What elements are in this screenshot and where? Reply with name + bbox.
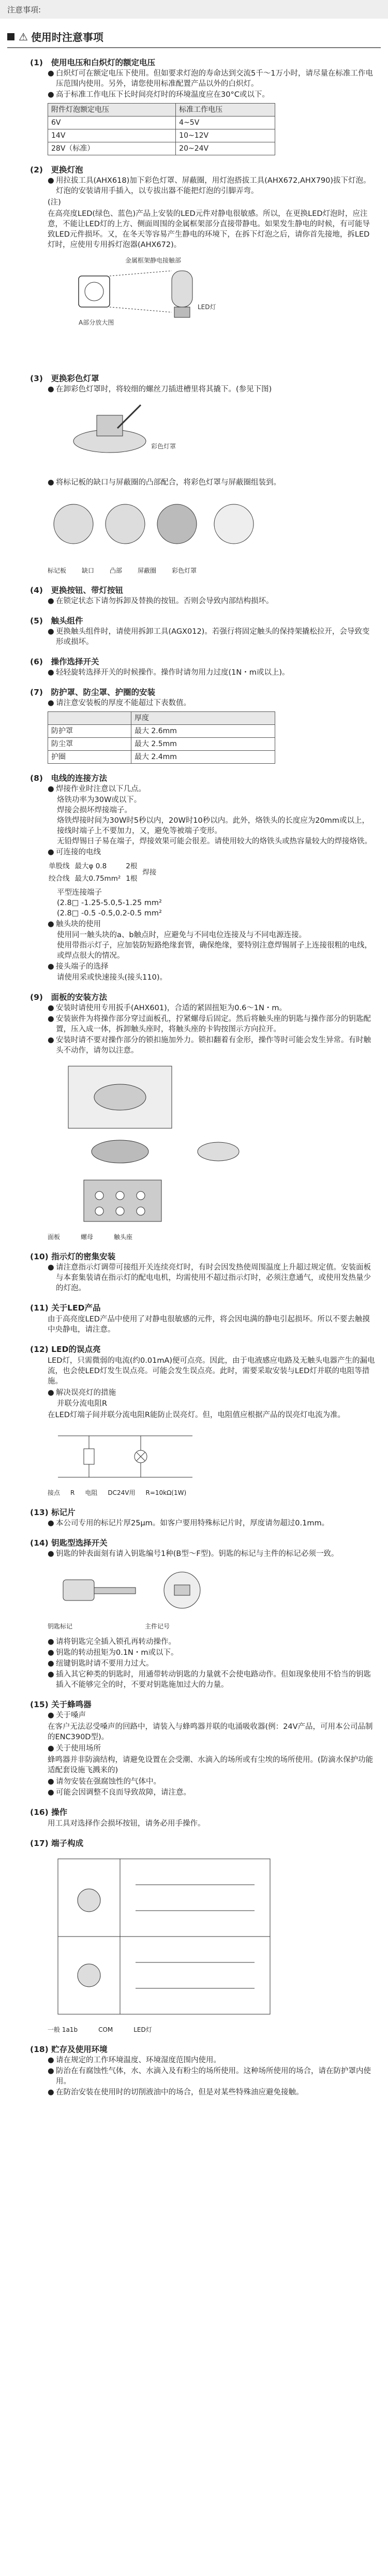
bullet: ● 轻轻旋转选择开关的时候操作。操作时请勿用力过度(1N・m或以上)。: [48, 668, 290, 677]
section-title: (6) 操作选择开关: [30, 657, 99, 666]
divider: [7, 47, 381, 48]
bullet: ● 安装嵌件为将操作部分穿过面板孔，拧紧螺母后固定。然后将触头座的钥匙与操作部分的钥匙配置，压入成一体，拆卸触头座时，将触头座的卡钩按图示方向拉开。: [48, 1015, 371, 1034]
bullet: ● 在卸彩色灯罩时，将较细的螺丝刀插进槽里将其撬下。(参见下图): [48, 385, 272, 394]
section-title: (14) 钥匙型选择开关: [30, 1538, 108, 1548]
section-12: (12) LED的误点亮 LED灯，只需微弱的电流(约0.01mA)便可点亮。因此，由于电液感应电路及无触头电器产生的漏电流，也会使LED灯发生误点亮。可能会发生误点亮。此时，需要采取安装与LED灯并联的电阻等措施。 ● 解决误亮灯的措施 并联分流电阻R 在LED灯端子间并联分流电阻R能防止误亮灯。但，电阻值应根据产品的误亮灯电流为准。 接点 R 电阻 DC24V用 R=10kΩ(1W): [48, 1344, 377, 1498]
warning-icon: ⚠: [19, 30, 28, 43]
section-title: (11) 关于LED产品: [30, 1303, 101, 1313]
bullet: ● 请注意指示灯调带可接组开关连续亮灯时，有时会因发热使周围温度上升超过规定值。安装面板与本套集装请在指示灯的配电电机，均需使用不超过指示灯时，必须注意通气，或使用发热量少的灯泡。: [48, 1263, 371, 1292]
bullet: ● 请注意安装板的厚度不能超过下表数值。: [48, 699, 191, 707]
bullet: ● 在锁定状态下请勿拆卸及替换的按钮。否则会导致内部结构损坏。: [48, 597, 274, 605]
lens-removal-figure: 彩色灯罩: [48, 400, 377, 472]
section-heading: [0, 19, 388, 47]
bullet: ● 安装时请使用专用扳手(AHX601)，合适的紧固扭矩为0.6～1N・m。: [48, 1004, 287, 1012]
section-title: (10) 指示灯的密集安装: [30, 1252, 116, 1261]
section-4: [30, 585, 377, 606]
section-title: (4) 更换按钮、带灯按钮: [30, 586, 123, 595]
section-title: (1) 使用电压和白炽灯的额定电压: [30, 58, 155, 67]
bullet: ● 白炽灯可在额定电压下使用。但如要求灯泡的寿命达到交流5千～1万小时，请尽量在标准工作电压范围内使用。另外，请您使用标准配置产品以外的白炽灯。: [48, 69, 373, 88]
lens-parts-figure: 标记板 缺口 凸部 屏蔽圈 彩色灯罩: [48, 493, 377, 576]
section-title: (15) 关于蜂鸣器: [30, 1700, 92, 1709]
terminal-figure: 一般 1a1b COM LED灯: [48, 1854, 377, 2035]
square-icon: [7, 33, 14, 40]
section-title: (9) 面板的安装方法: [30, 993, 107, 1002]
section-2: (2) 更换灯泡 ● 用拉拔工具(AHX618)加下彩色灯罩、屏蔽圈，用灯泡搭拔工具(AHX672,AHX790)拔下灯泡。灯泡的安装请用手插入，以专拔出器不能把灯泡的引脚弄弯。 (注) 在高亮度LED(绿色、蓝色)产品上安装的LED元件对静电很敏感。所以，在更换LED灯泡时，应注意，不能让LED灯的上方、侧面周围的金属框架部分直接带静电。如果发生静电的时候，有可能导致LED元件损坏。又，在冬天等容易产生静电的环境下，在拆下灯泡之后，请你首先接地，拆LED灯时，应使用专用拆灯泡器(AHX672)。 金属框架静电接触部 A部分放大图 LED灯: [48, 165, 377, 364]
led-bulb-figure: 金属框架静电接触部 A部分放大图 LED灯: [79, 257, 216, 326]
top-bar: [0, 0, 388, 19]
section-5: [30, 616, 377, 647]
section-title: (7) 防护罩、防尘罩、护圈的安装: [30, 688, 155, 697]
bullet: ● 高于标准工作电压下长时间亮灯时的环境温度应在30°C或以下。: [48, 91, 270, 99]
section-title: (3) 更换彩色灯罩: [30, 374, 99, 383]
section-title: (5) 触头组件: [30, 616, 83, 625]
bullet: ● 可连接的电线: [48, 848, 101, 856]
section-16: (16) 操作 用工具对选择作会损坏按钮，请务必用手操作。: [48, 1807, 377, 1829]
section-17: [30, 1838, 377, 2035]
section-title: (8) 电线的连接方法: [30, 774, 107, 783]
section-6: [30, 657, 377, 678]
section-13: [30, 1507, 377, 1529]
section-18: (18) 贮存及使用环境 ● 请在规定的工作环境温度、环境湿度范围内使用。 ● 防治在有腐蚀性气体，水、水滴入及有粉尘的场所使用。这种场所使用的场合，请在防护罩内使用。 ● 在防治安装在使用时的切削液油中的场合，但是对某些特殊油应避免接触。: [48, 2044, 377, 2098]
bullet: ● 将标记板的缺口与屏蔽圈的凸部配合，将彩色灯罩与屏蔽圈组装到。: [48, 478, 281, 487]
bullet: ● 钥匙的钟表面刻有请入钥匙编号1种(B型～F型)。钥匙的标记与主件的标记必须一致。: [48, 1550, 339, 1558]
section-9: [30, 992, 377, 1242]
bullet: ● 触头块的使用: [48, 920, 101, 928]
section-title: (13) 标记片: [30, 1508, 76, 1517]
heading-title: 使用时注意事项: [31, 31, 103, 43]
notes-body: [0, 57, 388, 2098]
wire-table: 单股线 最大φ 0.8 2根 焊接 绞合线 最大0.75mm² 1根: [49, 862, 157, 883]
bullet: ● 更换触头组件时，请使用拆卸工具(AGX012)。若强行将固定触头的保持架撬松拉开，会导致变形或损坏。: [48, 628, 370, 646]
circuit-figure: 接点 R 电阻 DC24V用 R=10kΩ(1W): [48, 1425, 377, 1498]
section-11: (11) 关于LED产品 由于高亮度LED产品中使用了对静电很敏感的元件，将会因电满的静电引起损坏。所以不要去触摸中央静电，请注意。: [48, 1303, 377, 1335]
section-8: (8) 电线的连接方法 ● 焊接作业时注意以下几点。 烙铁功率为30W或以下。 焊接会损坏焊接端子。 烙铁焊接时间为30W时5秒以内，20W时10秒以内。此外，烙铁头的长度应为20mm或以上，接线时端子上不要加力，又，避免等被端子变形。 无铅焊锡日子易在端子，焊接效果可能会很差。请使用较大的烙铁头或热容量较大的焊接烙铁。 ● 可连接的电线 单股线 最大φ 0.8 2根 焊接 绞合线 最大0.75mm² 1根 平型连接端子 (2.8□ -1.25-5.0,5-1.25 mm² (2.8□ -0.5 -0.5,0.2-0.5 mm² ● 触头块的使用 使用同一触头块的a、b触点时，应避免与不同电位连接及与不同电源连接。 使用带指示灯子，应加装防短路绝缘套管，确保绝缘，要特别注意焊锡屑子上连接很粗的电线，或焊点很大的情况。 ● 接头端子的选择 请使用采或快速接头(接头110)。: [48, 773, 377, 983]
panel-mount-figure: 面板 螺母 触头座: [48, 1061, 377, 1242]
key-figure: 钥匙标记 主件记号: [48, 1564, 377, 1632]
bullet: ● 焊接作业时注意以下几点。: [48, 785, 146, 793]
section-1: [30, 57, 377, 155]
section-title: (2) 更换灯泡: [30, 165, 83, 174]
bullet: ● 安装时请不要对操作部分的锁扣施加外力。锁扣翻着有金形，操作等时可能会发生异常。有时触头不动作，请勿以注意。: [48, 1036, 371, 1055]
top-bar-title: 注意事項:: [7, 5, 41, 14]
voltage-table: 附件灯泡额定电压 标准工作电压 6V 4~5V 14V 10~12V 28V（标准） 20~24V: [48, 103, 275, 155]
section-title: (12) LED的误点亮: [30, 1345, 101, 1354]
bullet: ● 解决误亮灯的措施: [48, 1389, 116, 1397]
bullet: ● 本公司专用的标记片厚25μm。如客户要用特殊标记片时，厚度请勿超过0.1mm。: [48, 1519, 330, 1527]
thickness-table: 厚度 防护罩 最大 2.6mm 防尘罩 最大 2.5mm 护圈 最大 2.4mm: [48, 711, 275, 764]
section-title: (18) 贮存及使用环境: [30, 2045, 108, 2054]
section-14: (14) 钥匙型选择开关 ● 钥匙的钟表面刻有请入钥匙编号1种(B型～F型)。钥匙的标记与主件的标记必须一致。 钥匙标记 主件记号 ● 请将钥匙完全插入锁孔再转动操作。 ● 钥匙的转动扭矩为0.1N・m或以下。 ● 纽键钥匙时请不要用力过大。 ● 插入其它种类的钥匙时，用通带转动钥匙的力量就不会使电路动作。但如现象使用不恰当的钥匙插入不能够完全的时，不要对钥匙施加过大的力量。: [48, 1538, 377, 1690]
section-7: [30, 687, 377, 764]
section-title: (17) 端子构成: [30, 1839, 84, 1848]
section-15: (15) 关于蜂鸣器 ● 关于嗓声 在客户无法忍受嗓声的回路中，请装入与蜂鸣器并联的电涌吸收器(例：24V产品，可用本公司品制的ENC390D型)。 ● 关于使用场所 蜂鸣器并非防滴结构，请避免设置在会受潮、水滴入的场所或有尘埃的场所使用。(防滴水保护功能适配套设施飞溅来的) ● 请勿安装在强腐蚀性的气体中。 ● 可能会因调整不良而导致故障，请注意。: [48, 1699, 377, 1798]
bullet: ● 接头端子的选择: [48, 963, 109, 971]
section-3: [30, 373, 377, 576]
section-title: (16) 操作: [30, 1808, 68, 1817]
bullet: ● 用拉拔工具(AHX618)加下彩色灯罩、屏蔽圈，用灯泡搭拔工具(AHX672,AHX790)拔下灯泡。灯泡的安装请用手插入，以专拔出器不能把灯泡的引脚弄弯。: [48, 177, 371, 195]
section-10: [30, 1251, 377, 1293]
